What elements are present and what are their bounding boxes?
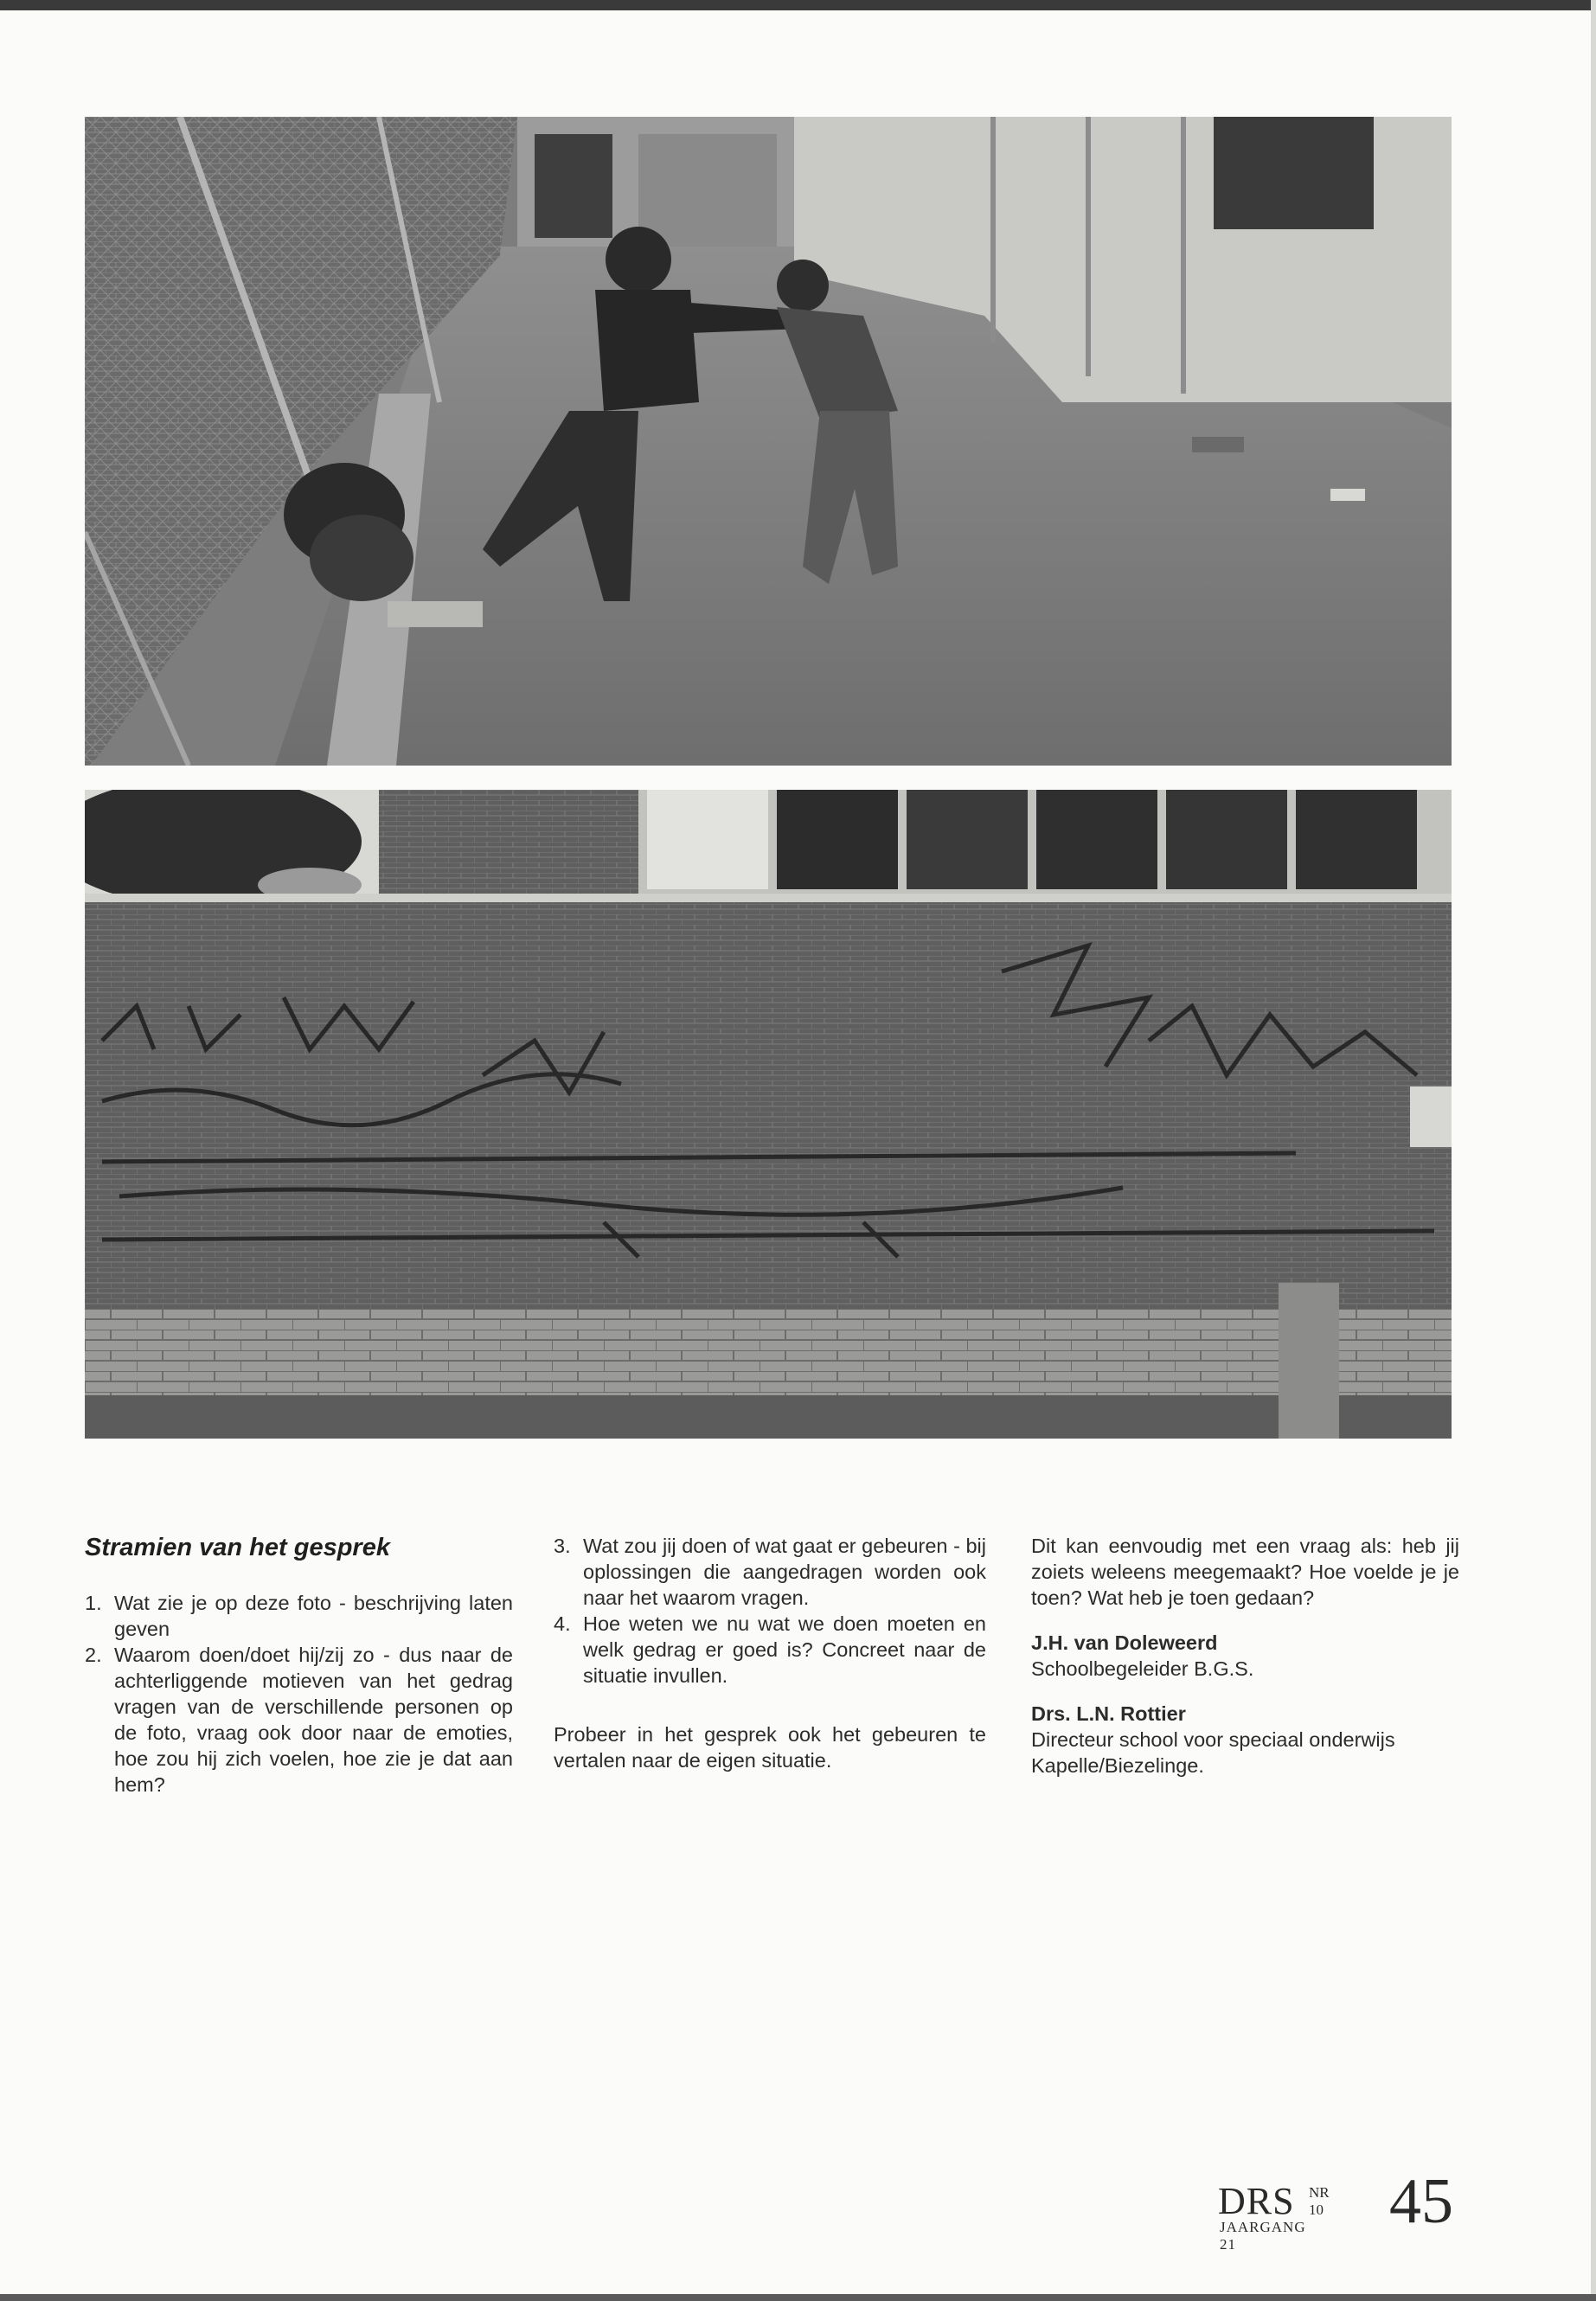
list-item-text: Waarom doen/doet hij/zij zo - dus naar de achterliggende motieven van het gedrag vragen van de verschillende personen op de foto, vraag ook door naar de emoties, hoe zou hij zich voelen, hoe zie je dat aan hem? bbox=[114, 1644, 513, 1796]
question-list-2 bbox=[554, 1533, 986, 1689]
photo-graffiti-wall-image bbox=[85, 790, 1452, 1439]
author-role: Schoolbegeleider B.G.S. bbox=[1031, 1657, 1254, 1680]
list-item-number: 4. bbox=[554, 1612, 571, 1635]
column-1 bbox=[85, 1533, 513, 1798]
page-edge-right bbox=[1591, 0, 1596, 2301]
page-edge-top bbox=[0, 0, 1596, 10]
page-edge-bottom bbox=[0, 2294, 1596, 2301]
photo-boys-fighting bbox=[85, 117, 1452, 766]
list-item-text: Hoe weten we nu wat we doen moeten en welk gedrag er goed is? Concreet naar de situatie invullen. bbox=[583, 1612, 986, 1687]
page-number: 45 bbox=[1389, 2166, 1453, 2237]
closing-paragraph: Probeer in het gesprek ook het gebeuren te vertalen naar de eigen situatie. bbox=[554, 1723, 986, 1772]
list-item bbox=[85, 1642, 513, 1798]
column-3 bbox=[1031, 1533, 1459, 1779]
list-item-number: 1. bbox=[85, 1592, 102, 1614]
journal-name: DRS bbox=[1218, 2180, 1295, 2222]
volume-label: JAARGANG 21 bbox=[1220, 2219, 1306, 2253]
list-item bbox=[554, 1533, 986, 1611]
column-2 bbox=[554, 1533, 986, 1773]
author-name: Drs. L.N. Rottier bbox=[1031, 1702, 1186, 1725]
list-item-number: 3. bbox=[554, 1535, 571, 1557]
issue-number: NR 10 bbox=[1309, 2184, 1330, 2218]
list-item-text: Wat zie je op deze foto - beschrijving laten geven bbox=[114, 1592, 513, 1640]
author-role: Directeur school voor speciaal onderwijs Kapelle/Biezelinge. bbox=[1031, 1728, 1395, 1777]
list-item bbox=[85, 1590, 513, 1642]
photo-boys-fighting-image bbox=[85, 117, 1452, 766]
photo-graffiti-wall bbox=[85, 790, 1452, 1439]
section-heading: Stramien van het gesprek bbox=[85, 1534, 390, 1561]
question-list-1 bbox=[85, 1590, 513, 1798]
spacer bbox=[554, 1689, 986, 1721]
list-item-number: 2. bbox=[85, 1644, 102, 1666]
intro-paragraph: Dit kan eenvoudig met een vraag als: heb jij zoiets weleens meegemaakt? Hoe voelde je je toen? Wat heb je toen gedaan? bbox=[1031, 1535, 1459, 1609]
author-name: J.H. van Doleweerd bbox=[1031, 1631, 1218, 1654]
list-item-text: Wat zou jij doen of wat gaat er gebeuren - bij oplossingen die aangedragen worden ook naar het waarom vragen. bbox=[583, 1535, 986, 1609]
list-item bbox=[554, 1611, 986, 1689]
